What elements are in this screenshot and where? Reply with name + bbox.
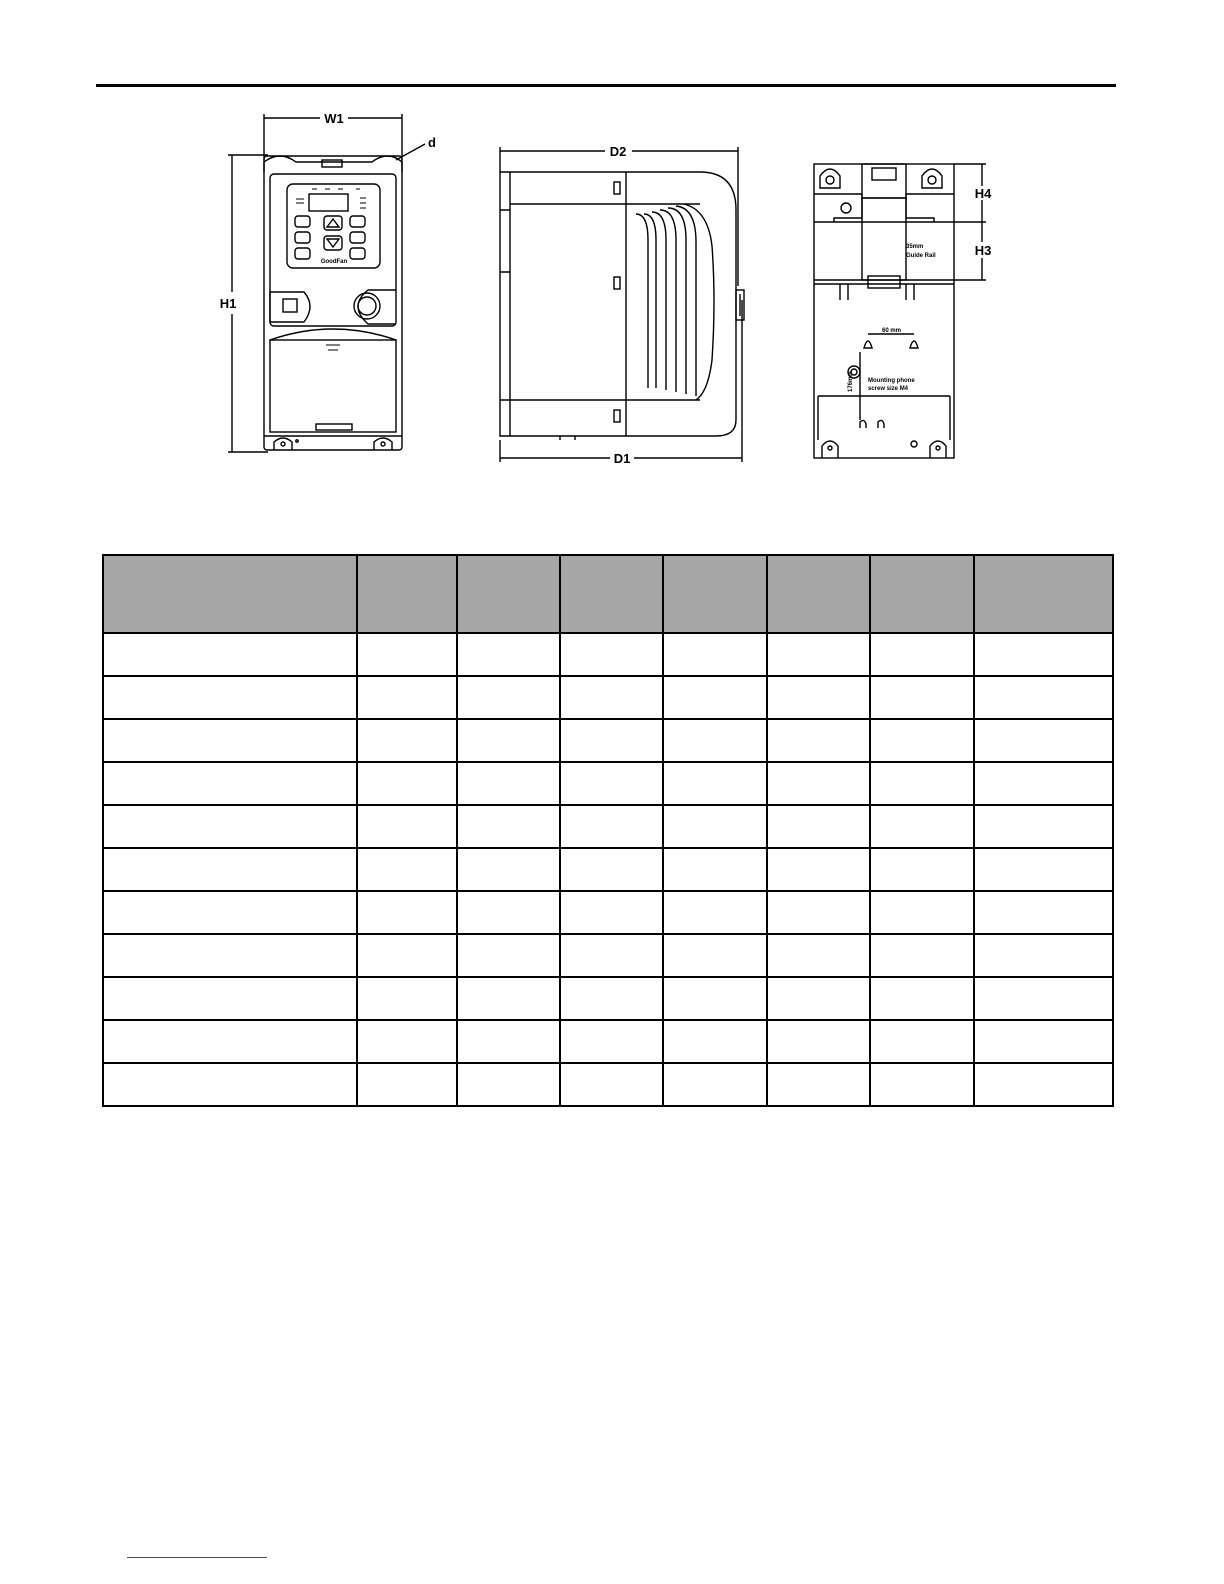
table-cell bbox=[663, 676, 767, 719]
table-cell bbox=[663, 1020, 767, 1063]
table-cell bbox=[974, 1020, 1113, 1063]
table-cell bbox=[457, 1020, 560, 1063]
table-cell bbox=[663, 934, 767, 977]
footer-link-underline[interactable] bbox=[127, 1557, 267, 1558]
d2-label: D2 bbox=[609, 144, 627, 159]
header-cell bbox=[663, 555, 767, 633]
table-cell bbox=[103, 805, 357, 848]
h1-label: H1 bbox=[219, 296, 237, 311]
table-cell bbox=[457, 676, 560, 719]
table-cell bbox=[357, 719, 457, 762]
table-row bbox=[103, 762, 1113, 805]
table-cell bbox=[103, 719, 357, 762]
table-cell bbox=[457, 633, 560, 676]
h4-label: H4 bbox=[974, 186, 992, 201]
table-cell bbox=[457, 719, 560, 762]
table-row bbox=[103, 848, 1113, 891]
front-view-drawing bbox=[228, 114, 425, 452]
table-cell bbox=[103, 934, 357, 977]
table-cell bbox=[663, 1063, 767, 1106]
table-cell bbox=[103, 848, 357, 891]
d1-label: D1 bbox=[613, 451, 631, 466]
table-cell bbox=[560, 848, 663, 891]
keypad-brand-label: GoodFan bbox=[320, 259, 348, 265]
table-cell bbox=[663, 633, 767, 676]
table-cell bbox=[663, 848, 767, 891]
table-cell bbox=[357, 676, 457, 719]
table-cell bbox=[357, 848, 457, 891]
table-cell bbox=[767, 805, 870, 848]
hole-spacing-label: 60 mm bbox=[882, 328, 902, 334]
table-cell bbox=[560, 676, 663, 719]
table-cell bbox=[974, 805, 1113, 848]
table-cell bbox=[560, 719, 663, 762]
table-row bbox=[103, 805, 1113, 848]
header-cell bbox=[974, 555, 1113, 633]
table-row bbox=[103, 977, 1113, 1020]
table-cell bbox=[560, 1020, 663, 1063]
d-label: d bbox=[428, 135, 436, 150]
table-row bbox=[103, 676, 1113, 719]
header-cell bbox=[870, 555, 974, 633]
table-header-row bbox=[103, 555, 1113, 633]
table-cell bbox=[457, 891, 560, 934]
table-cell bbox=[767, 762, 870, 805]
table-row bbox=[103, 934, 1113, 977]
table-cell bbox=[767, 1063, 870, 1106]
table-cell bbox=[357, 633, 457, 676]
table-cell bbox=[357, 1063, 457, 1106]
table-cell bbox=[870, 805, 974, 848]
h3-label: H3 bbox=[974, 243, 992, 258]
header-cell bbox=[560, 555, 663, 633]
table-cell bbox=[870, 762, 974, 805]
table-cell bbox=[560, 977, 663, 1020]
dimension-table bbox=[102, 554, 1114, 1107]
dimension-drawings bbox=[0, 100, 1224, 480]
table-cell bbox=[870, 1063, 974, 1106]
table-cell bbox=[103, 1020, 357, 1063]
table-body bbox=[103, 633, 1113, 1106]
header-cell bbox=[457, 555, 560, 633]
table-cell bbox=[974, 762, 1113, 805]
table-cell bbox=[870, 848, 974, 891]
table-cell bbox=[767, 977, 870, 1020]
table-cell bbox=[357, 805, 457, 848]
table-cell bbox=[767, 719, 870, 762]
table-cell bbox=[103, 1063, 357, 1106]
vertical-spacing-label: 176mm bbox=[848, 371, 854, 392]
table-cell bbox=[974, 1063, 1113, 1106]
table-row bbox=[103, 719, 1113, 762]
table-row bbox=[103, 891, 1113, 934]
table-row bbox=[103, 1020, 1113, 1063]
table-cell bbox=[457, 977, 560, 1020]
table-cell bbox=[357, 762, 457, 805]
table-cell bbox=[357, 934, 457, 977]
table-cell bbox=[560, 762, 663, 805]
mounting-note-line2: screw size M4 bbox=[868, 386, 909, 392]
rear-view-drawing bbox=[814, 164, 986, 458]
header-cell bbox=[767, 555, 870, 633]
table-cell bbox=[663, 977, 767, 1020]
table-cell bbox=[103, 891, 357, 934]
table-cell bbox=[560, 891, 663, 934]
table-cell bbox=[560, 934, 663, 977]
table-cell bbox=[663, 762, 767, 805]
table-cell bbox=[974, 891, 1113, 934]
table-cell bbox=[870, 977, 974, 1020]
table-cell bbox=[357, 891, 457, 934]
table-cell bbox=[870, 1020, 974, 1063]
rail-note-line2: Guide Rail bbox=[906, 253, 936, 259]
w1-label: W1 bbox=[324, 111, 344, 126]
header-rule bbox=[96, 84, 1116, 87]
table-cell bbox=[870, 633, 974, 676]
table-cell bbox=[560, 1063, 663, 1106]
table-row bbox=[103, 1063, 1113, 1106]
rail-note-line1: 35mm bbox=[906, 244, 924, 250]
table-cell bbox=[663, 719, 767, 762]
table-cell bbox=[357, 1020, 457, 1063]
table-cell bbox=[974, 934, 1113, 977]
table-cell bbox=[357, 977, 457, 1020]
side-view-drawing bbox=[500, 147, 744, 462]
table-cell bbox=[870, 934, 974, 977]
table-cell bbox=[767, 891, 870, 934]
table-cell bbox=[457, 934, 560, 977]
table-cell bbox=[974, 633, 1113, 676]
table-cell bbox=[103, 977, 357, 1020]
table-cell bbox=[663, 891, 767, 934]
table-cell bbox=[767, 633, 870, 676]
table-cell bbox=[663, 805, 767, 848]
table-cell bbox=[870, 891, 974, 934]
table-cell bbox=[974, 676, 1113, 719]
table-cell bbox=[103, 633, 357, 676]
table-cell bbox=[767, 934, 870, 977]
table-cell bbox=[767, 848, 870, 891]
table-row bbox=[103, 633, 1113, 676]
header-cell bbox=[103, 555, 357, 633]
table-cell bbox=[457, 762, 560, 805]
table-cell bbox=[103, 676, 357, 719]
table-cell bbox=[974, 848, 1113, 891]
table-cell bbox=[974, 719, 1113, 762]
table-cell bbox=[870, 719, 974, 762]
table-cell bbox=[767, 676, 870, 719]
mounting-note-line1: Mounting phone bbox=[868, 378, 915, 384]
table-cell bbox=[103, 762, 357, 805]
table-cell bbox=[560, 633, 663, 676]
header-cell bbox=[357, 555, 457, 633]
table-cell bbox=[870, 676, 974, 719]
table-cell bbox=[560, 805, 663, 848]
table-cell bbox=[457, 805, 560, 848]
table-cell bbox=[457, 848, 560, 891]
table-cell bbox=[974, 977, 1113, 1020]
table-cell bbox=[767, 1020, 870, 1063]
table-cell bbox=[457, 1063, 560, 1106]
